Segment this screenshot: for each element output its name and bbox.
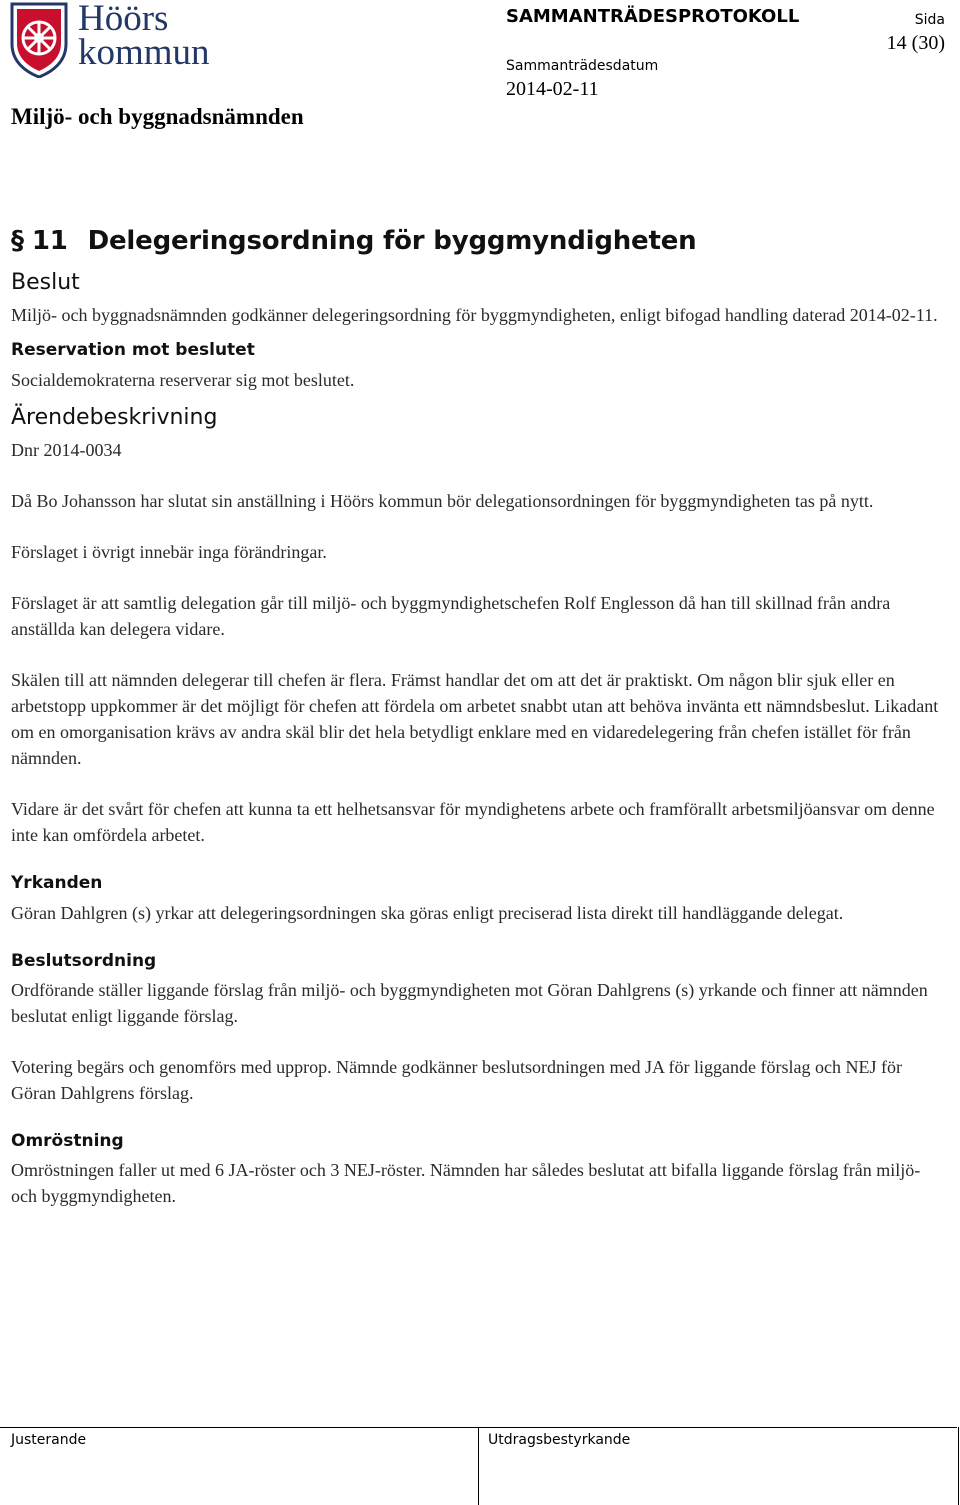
heading-beslut: Beslut [11, 270, 80, 295]
heading-yrkanden: Yrkanden [11, 873, 103, 894]
logo-text-line2: kommun [78, 32, 210, 73]
meeting-date-label: Sammanträdesdatum [506, 58, 659, 74]
hoors-kommun-logo [8, 0, 238, 84]
heading-arendebeskrivning: Ärendebeskrivning [11, 404, 218, 430]
omrostning-text: Omröstningen faller ut med 6 JA-röster och 3 NEJ-röster. Nämnden har således beslutat att bifalla liggande förslag från miljö- och byggmyndigheten. [11, 1160, 921, 1207]
signature-footer [0, 1427, 960, 1505]
heading-omrostning: Omröstning [11, 1130, 124, 1151]
arende-paragraph: Då Bo Johansson har slutat sin anställning i Höörs kommun bör delegationsordningen för byggmyndigheten tas på nytt. [11, 491, 874, 512]
arende-paragraph: Förslaget är att samtlig delegation går till miljö- och byggmyndighetschefen Rolf Englesson då han till skillnad från andra anställda kan delegera vidare. [11, 593, 891, 640]
meeting-date: 2014-02-11 [506, 78, 599, 100]
reservation-text: Socialdemokraterna reserverar sig mot beslutet. [11, 369, 355, 390]
logo-text-line1: Höörs [78, 0, 169, 39]
paragraph-sign: § [11, 226, 24, 256]
page-label: Sida [914, 12, 945, 28]
justerande-label: Justerande [11, 1432, 87, 1448]
beslutsordning-paragraph: Votering begärs och genomförs med upprop. Nämnde godkänner beslutsordningen med JA för liggande förslag och NEJ för Göran Dahlgrens förslag. [11, 1056, 902, 1103]
heading-beslutsordning: Beslutsordning [11, 950, 157, 971]
dnr-text: Dnr 2014-0034 [11, 440, 122, 461]
document-type: SAMMANTRÄDESPROTOKOLL [506, 6, 800, 27]
yrkanden-text: Göran Dahlgren (s) yrkar att delegeringsordningen ska göras enligt preciserad lista direkt till handläggande delegat. [11, 902, 844, 923]
protocol-content [11, 226, 946, 1234]
arende-paragraph: Vidare är det svårt för chefen att kunna ta ett helhetsansvar för myndighetens arbete och framförallt arbetsmiljöansvar om denne inte kan omfördela arbetet. [11, 799, 935, 846]
section-number: 11 [31, 226, 68, 256]
beslut-text: Miljö- och byggnadsnämnden godkänner delegeringsordning för byggmyndigheten, enligt bifogad handling daterad 2014-02-11. [11, 305, 938, 326]
page-number: 14 (30) [886, 32, 945, 54]
arende-paragraph: Skälen till att nämnden delegerar till chefen är flera. Främst handlar det om att det är praktiskt. Om någon blir sjuk eller en arbetstopp uppkommer är det möjligt för chefen att fördela om arbetet snabbt utan att behöva invänta ett nämndsbeslut. Likadant om en omorganisation krävs av andra skäl blir det hela betydligt enklare med en vidaredelegering från chefen istället för från nämnden. [11, 670, 939, 769]
section-title [11, 226, 946, 256]
section-title-text: Delegeringsordning för byggmyndigheten [87, 226, 697, 256]
utdragsbestyrkande-label: Utdragsbestyrkande [488, 1432, 631, 1448]
organization-name: Miljö- och byggnadsnämnden [11, 104, 304, 129]
footer-column-divider [958, 1427, 959, 1505]
heading-reservation: Reservation mot beslutet [11, 340, 255, 361]
arende-paragraph: Förslaget i övrigt innebär inga förändringar. [11, 542, 327, 563]
municipal-seal-icon [8, 0, 70, 78]
footer-column-divider [478, 1427, 479, 1505]
beslutsordning-paragraph: Ordförande ställer liggande förslag från miljö- och byggmyndigheten mot Göran Dahlgrens (s) yrkande och finner att nämnden beslutat enligt liggande förslag. [11, 979, 928, 1026]
